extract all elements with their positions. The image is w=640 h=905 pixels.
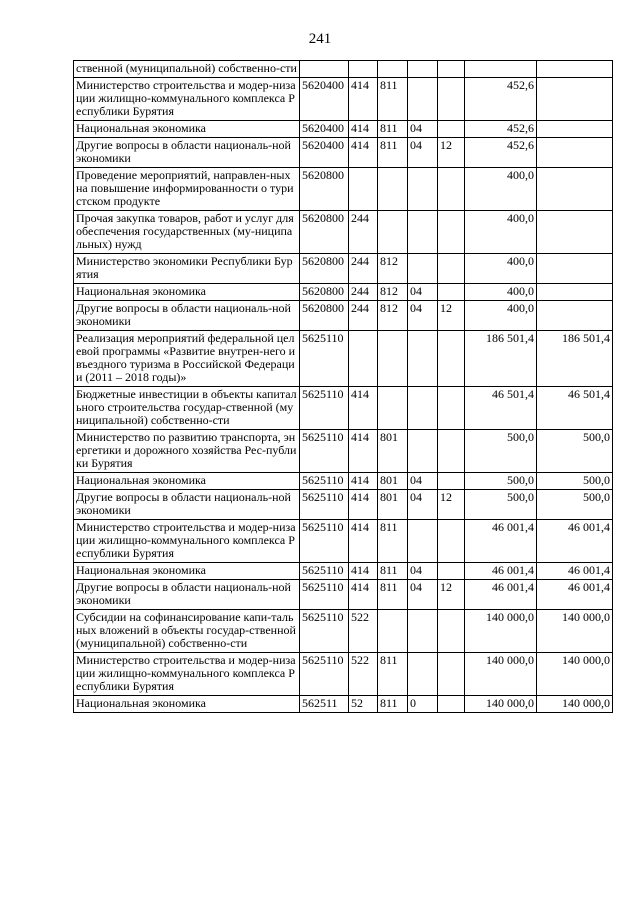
section-code: 04 [408, 490, 438, 520]
department-code: 811 [378, 580, 408, 610]
subsection-code [438, 331, 465, 387]
subsection-code: 12 [438, 580, 465, 610]
expense-type-code: 522 [349, 610, 378, 653]
expense-type-code [349, 168, 378, 211]
expense-type-code: 414 [349, 563, 378, 580]
page-number: 241 [308, 31, 332, 47]
expense-type-code: 414 [349, 387, 378, 430]
subsection-code [438, 696, 465, 713]
department-code: 811 [378, 563, 408, 580]
amount-federal [537, 138, 613, 168]
section-code [408, 168, 438, 211]
section-code: 04 [408, 301, 438, 331]
target-code: 5625110 [300, 580, 349, 610]
item-name: Бюджетные инвестиции в объекты капитального строительства государ-ственной (муниципальной) собственно-сти [74, 387, 300, 430]
table-row [74, 387, 613, 430]
expense-type-code: 414 [349, 520, 378, 563]
table-row [74, 473, 613, 490]
expense-type-code: 414 [349, 580, 378, 610]
amount-total: 46 001,4 [465, 580, 537, 610]
department-code: 811 [378, 520, 408, 563]
section-code [408, 610, 438, 653]
table-row [74, 331, 613, 387]
item-name: Другие вопросы в области националь-ной экономики [74, 580, 300, 610]
expense-type-code: 414 [349, 490, 378, 520]
amount-total: 452,6 [465, 138, 537, 168]
table-row [74, 211, 613, 254]
department-code [378, 387, 408, 430]
table-row [74, 284, 613, 301]
table-row [74, 580, 613, 610]
item-name: Другие вопросы в области националь-ной экономики [74, 301, 300, 331]
amount-total: 46 501,4 [465, 387, 537, 430]
amount-total: 400,0 [465, 254, 537, 284]
subsection-code [438, 211, 465, 254]
amount-total: 140 000,0 [465, 610, 537, 653]
target-code: 5625110 [300, 490, 349, 520]
amount-federal: 140 000,0 [537, 696, 613, 713]
amount-federal: 500,0 [537, 490, 613, 520]
expense-type-code: 414 [349, 138, 378, 168]
department-code: 811 [378, 78, 408, 121]
item-name: Министерство по развитию транспорта, энергетики и дорожного хозяйства Рес-публики Бурятия [74, 430, 300, 473]
department-code [378, 331, 408, 387]
table-row [74, 563, 613, 580]
target-code: 5625110 [300, 473, 349, 490]
department-code: 812 [378, 301, 408, 331]
department-code: 811 [378, 653, 408, 696]
item-name: Реализация мероприятий федеральной целевой программы «Развитие внутрен-него и въездного туризма в Российской Федерации (2011 – 2018 годы)» [74, 331, 300, 387]
item-name: Национальная экономика [74, 563, 300, 580]
target-code: 5625110 [300, 520, 349, 563]
amount-federal: 140 000,0 [537, 610, 613, 653]
item-name: Министерство строительства и модер-низации жилищно-коммунального комплекса Республики Бурятия [74, 520, 300, 563]
expense-type-code: 414 [349, 78, 378, 121]
subsection-code: 12 [438, 138, 465, 168]
amount-federal: 500,0 [537, 473, 613, 490]
section-code: 04 [408, 580, 438, 610]
subsection-code [438, 473, 465, 490]
item-name: Другие вопросы в области националь-ной экономики [74, 490, 300, 520]
target-code: 5620800 [300, 168, 349, 211]
expense-type-code: 52 [349, 696, 378, 713]
amount-federal [537, 284, 613, 301]
department-code [378, 610, 408, 653]
table-row [74, 301, 613, 331]
table-row [74, 490, 613, 520]
amount-total [465, 61, 537, 78]
section-code: 04 [408, 473, 438, 490]
amount-federal [537, 61, 613, 78]
department-code: 812 [378, 254, 408, 284]
amount-federal: 186 501,4 [537, 331, 613, 387]
section-code [408, 78, 438, 121]
amount-federal [537, 78, 613, 121]
expense-type-code: 414 [349, 473, 378, 490]
subsection-code [438, 520, 465, 563]
target-code: 5620400 [300, 121, 349, 138]
subsection-code [438, 653, 465, 696]
expense-type-code: 414 [349, 121, 378, 138]
item-name: Субсидии на софинансирование капи-тальных вложений в объекты государ-ственной (муниципальной) собственно-сти [74, 610, 300, 653]
amount-total: 500,0 [465, 490, 537, 520]
item-name: Министерство строительства и модер-низации жилищно-коммунального комплекса Республики Бурятия [74, 78, 300, 121]
table-row [74, 138, 613, 168]
target-code [300, 61, 349, 78]
amount-federal: 140 000,0 [537, 653, 613, 696]
amount-federal [537, 254, 613, 284]
subsection-code [438, 168, 465, 211]
expense-type-code: 244 [349, 284, 378, 301]
department-code [378, 168, 408, 211]
amount-total: 400,0 [465, 284, 537, 301]
department-code: 801 [378, 473, 408, 490]
amount-total: 186 501,4 [465, 331, 537, 387]
item-name: Национальная экономика [74, 473, 300, 490]
section-code: 04 [408, 121, 438, 138]
amount-federal: 46 001,4 [537, 563, 613, 580]
amount-total: 400,0 [465, 168, 537, 211]
expense-type-code: 414 [349, 430, 378, 473]
section-code [408, 331, 438, 387]
amount-total: 500,0 [465, 473, 537, 490]
table-row [74, 121, 613, 138]
item-name: Национальная экономика [74, 696, 300, 713]
amount-federal: 46 001,4 [537, 520, 613, 563]
section-code: 04 [408, 138, 438, 168]
amount-total: 452,6 [465, 121, 537, 138]
amount-total: 140 000,0 [465, 653, 537, 696]
amount-total: 140 000,0 [465, 696, 537, 713]
amount-total: 46 001,4 [465, 520, 537, 563]
subsection-code [438, 61, 465, 78]
target-code: 562511 [300, 696, 349, 713]
subsection-code [438, 121, 465, 138]
target-code: 5620800 [300, 254, 349, 284]
table-row [74, 168, 613, 211]
amount-federal [537, 211, 613, 254]
section-code [408, 520, 438, 563]
target-code: 5625110 [300, 610, 349, 653]
item-name: Национальная экономика [74, 121, 300, 138]
department-code: 811 [378, 696, 408, 713]
amount-federal: 500,0 [537, 430, 613, 473]
table-row [74, 254, 613, 284]
table-row [74, 610, 613, 653]
item-name: Другие вопросы в области националь-ной экономики [74, 138, 300, 168]
table-row [74, 520, 613, 563]
table-body [74, 61, 613, 713]
target-code: 5620400 [300, 138, 349, 168]
subsection-code [438, 430, 465, 473]
section-code [408, 254, 438, 284]
target-code: 5625110 [300, 430, 349, 473]
table-row [74, 61, 613, 78]
item-name: Национальная экономика [74, 284, 300, 301]
department-code: 811 [378, 138, 408, 168]
amount-total: 500,0 [465, 430, 537, 473]
subsection-code [438, 284, 465, 301]
table-row [74, 78, 613, 121]
item-name: Министерство строительства и модер-низации жилищно-коммунального комплекса Республики Бурятия [74, 653, 300, 696]
amount-federal [537, 301, 613, 331]
subsection-code: 12 [438, 490, 465, 520]
amount-total: 46 001,4 [465, 563, 537, 580]
amount-federal [537, 168, 613, 211]
section-code [408, 387, 438, 430]
section-code [408, 653, 438, 696]
amount-federal [537, 121, 613, 138]
amount-federal: 46 501,4 [537, 387, 613, 430]
section-code [408, 61, 438, 78]
subsection-code [438, 78, 465, 121]
expense-type-code: 244 [349, 254, 378, 284]
department-code [378, 211, 408, 254]
expense-type-code: 522 [349, 653, 378, 696]
subsection-code [438, 387, 465, 430]
table-row [74, 430, 613, 473]
table-row [74, 696, 613, 713]
item-name: ственной (муниципальной) собственно-сти [74, 61, 300, 78]
subsection-code [438, 254, 465, 284]
department-code: 801 [378, 430, 408, 473]
target-code: 5625110 [300, 387, 349, 430]
target-code: 5625110 [300, 563, 349, 580]
item-name: Проведение мероприятий, направлен-ных на повышение информированности о туристском продукте [74, 168, 300, 211]
target-code: 5620400 [300, 78, 349, 121]
target-code: 5620800 [300, 284, 349, 301]
department-code: 801 [378, 490, 408, 520]
section-code: 0 [408, 696, 438, 713]
budget-table [73, 60, 613, 713]
item-name: Министерство экономики Республики Бурятия [74, 254, 300, 284]
item-name: Прочая закупка товаров, работ и услуг для обеспечения государственных (му-ниципальных) нужд [74, 211, 300, 254]
section-code: 04 [408, 563, 438, 580]
subsection-code [438, 563, 465, 580]
amount-federal: 46 001,4 [537, 580, 613, 610]
department-code [378, 61, 408, 78]
expense-type-code: 244 [349, 301, 378, 331]
department-code: 811 [378, 121, 408, 138]
amount-total: 400,0 [465, 301, 537, 331]
department-code: 812 [378, 284, 408, 301]
subsection-code: 12 [438, 301, 465, 331]
subsection-code [438, 610, 465, 653]
table-row [74, 653, 613, 696]
section-code: 04 [408, 284, 438, 301]
expense-type-code [349, 331, 378, 387]
section-code [408, 211, 438, 254]
section-code [408, 430, 438, 473]
target-code: 5620800 [300, 211, 349, 254]
target-code: 5625110 [300, 653, 349, 696]
expense-type-code [349, 61, 378, 78]
target-code: 5620800 [300, 301, 349, 331]
target-code: 5625110 [300, 331, 349, 387]
expense-type-code: 244 [349, 211, 378, 254]
amount-total: 400,0 [465, 211, 537, 254]
amount-total: 452,6 [465, 78, 537, 121]
